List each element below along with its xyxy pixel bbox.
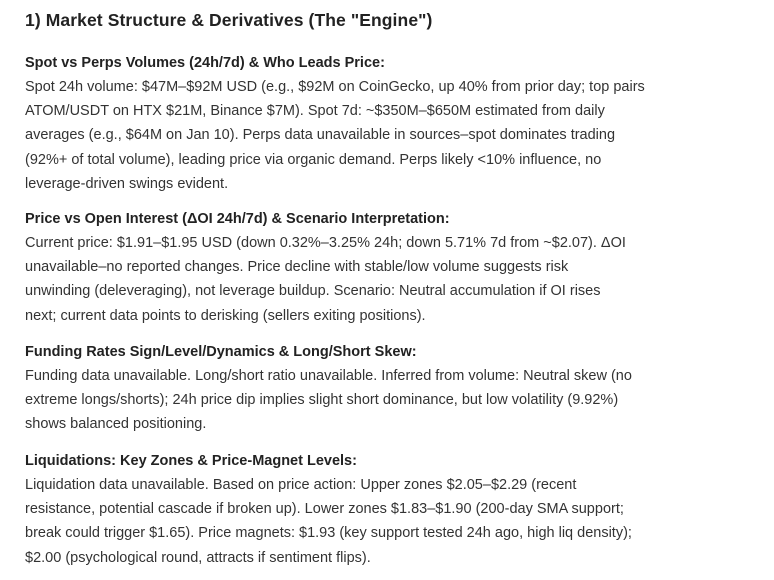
section-title: Funding Rates Sign/Level/Dynamics & Long/Short Skew:	[25, 344, 417, 360]
body-line: averages (e.g., $64M on Jan 10). Perps data unavailable in sources–spot dominates trading	[25, 127, 616, 144]
section-body	[25, 231, 770, 328]
body-line: shows balanced positioning.	[25, 416, 207, 433]
body-line: Current price: $1.91–$1.95 USD (down 0.32%–3.25% 24h; down 5.71% 7d from ~$2.07). ΔOI	[25, 235, 626, 251]
section-title: Liquidations: Key Zones & Price-Magnet Levels:	[25, 453, 357, 469]
body-line: unavailable–no reported changes. Price decline with stable/low volume suggests risk	[25, 259, 569, 276]
body-line: (92%+ of total volume), leading price via organic demand. Perps likely <10% influence, no	[25, 151, 602, 168]
section-body	[25, 473, 770, 570]
section-funding-rates	[25, 340, 770, 437]
section-title: Spot vs Perps Volumes (24h/7d) & Who Leads Price:	[25, 55, 385, 71]
body-line: Liquidation data unavailable. Based on price action: Upper zones $2.05–$2.29 (recent	[25, 477, 577, 493]
body-line: ATOM/USDT on HTX $21M, Binance $7M). Spot 7d: ~$350M–$650M estimated from daily	[25, 103, 605, 120]
body-line: Funding data unavailable. Long/short ratio unavailable. Inferred from volume: Neutral skew (no	[25, 368, 632, 384]
body-line: next; current data points to derisking (sellers exiting positions).	[25, 307, 426, 324]
body-line: break could trigger $1.65). Price magnets: $1.93 (key support tested 24h ago, high liq density);	[25, 525, 632, 542]
body-line: leverage-driven swings evident.	[25, 175, 229, 192]
body-line: unwinding (deleveraging), not leverage buildup. Scenario: Neutral accumulation if OI rises	[25, 283, 601, 300]
section-body	[25, 364, 770, 437]
body-line: extreme longs/shorts); 24h price dip implies slight short dominance, but low volatility (9.92%)	[25, 392, 619, 409]
section-spot-vs-perps	[25, 51, 770, 196]
body-line: resistance, potential cascade if broken up). Lower zones $1.83–$1.90 (200-day SMA support;	[25, 501, 624, 518]
section-liquidations	[25, 449, 770, 570]
body-line: Spot 24h volume: $47M–$92M USD (e.g., $92M on CoinGecko, up 40% from prior day; top pairs	[25, 79, 645, 95]
body-line: $2.00 (psychological round, attracts if sentiment flips).	[25, 549, 371, 566]
section-price-vs-oi	[25, 207, 770, 328]
section-body	[25, 75, 770, 196]
section-title: Price vs Open Interest (ΔOI 24h/7d) & Scenario Interpretation:	[25, 211, 450, 227]
page-heading: 1) Market Structure & Derivatives (The "Engine")	[25, 10, 433, 30]
